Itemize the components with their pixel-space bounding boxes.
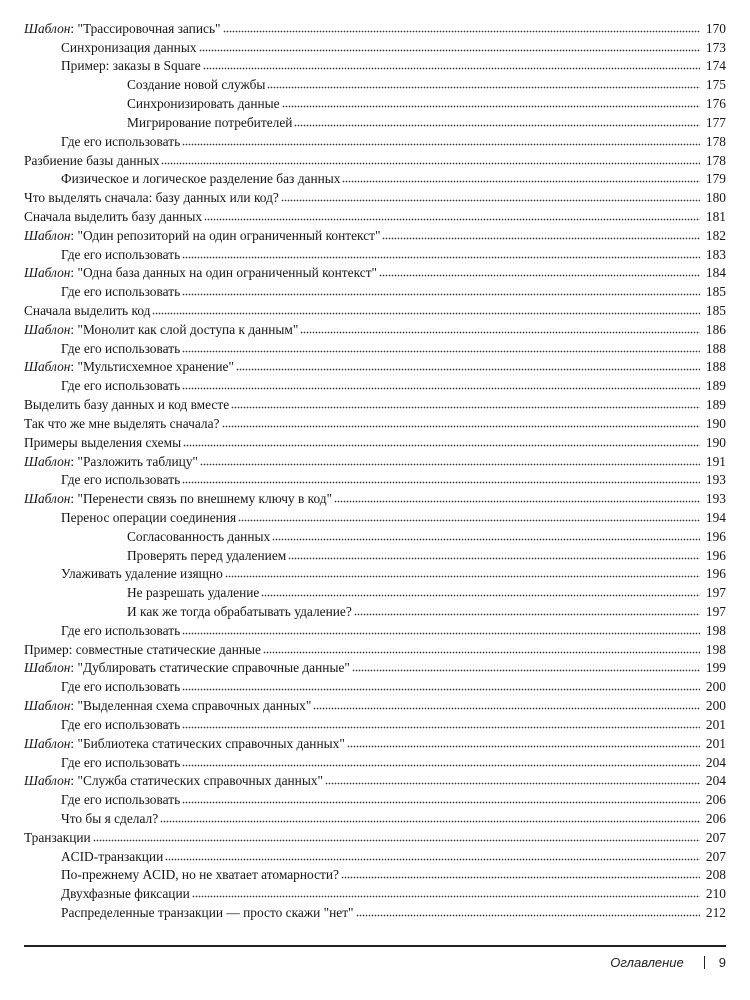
- toc-entry-text: Где его использовать: [61, 716, 181, 732]
- toc-dot-leader: [152, 311, 700, 315]
- table-of-contents: [24, 17, 726, 920]
- toc-dot-leader: [325, 781, 700, 785]
- toc-page-number: 198: [705, 641, 726, 657]
- toc-entry-text: : "Один репозиторий на один ограниченный контекст": [70, 227, 381, 243]
- toc-page-number: 182: [705, 227, 726, 243]
- toc-dot-leader: [203, 66, 700, 70]
- toc-entry[interactable]: [24, 713, 726, 732]
- toc-dot-leader: [204, 217, 700, 221]
- toc-page-number: 193: [705, 472, 726, 488]
- toc-dot-leader: [199, 48, 700, 52]
- toc-page-number: 170: [705, 20, 726, 36]
- toc-entry-text: : "Дублировать статические справочные данные": [70, 660, 350, 676]
- toc-entry-title: [127, 585, 259, 600]
- toc-entry-text: Где его использовать: [61, 378, 181, 394]
- toc-page-number: 184: [705, 265, 726, 281]
- toc-entry-text: Создание новой службы: [127, 77, 266, 93]
- toc-entry-title: [24, 153, 159, 168]
- toc-entry-text: Перенос операции соединения: [61, 509, 237, 525]
- toc-entry[interactable]: [24, 901, 726, 920]
- toc-entry-prefix: Шаблон: [24, 773, 71, 789]
- toc-dot-leader: [225, 574, 700, 578]
- toc-entry-prefix: Шаблон: [24, 660, 71, 676]
- toc-entry[interactable]: [24, 17, 726, 36]
- toc-dot-leader: [282, 104, 700, 108]
- toc-entry-title: [24, 491, 332, 506]
- toc-dot-leader: [341, 875, 700, 879]
- toc-entry[interactable]: [24, 318, 726, 337]
- toc-entry-prefix: Шаблон: [24, 359, 71, 375]
- toc-entry-text: : "Библиотека статических справочных данных": [70, 735, 345, 751]
- toc-page-number: 189: [705, 378, 726, 394]
- toc-dot-leader: [160, 819, 700, 823]
- toc-entry[interactable]: [24, 412, 726, 431]
- toc-entry-prefix: Шаблон: [24, 491, 71, 507]
- toc-entry[interactable]: [24, 600, 726, 619]
- toc-entry-text: Проверять перед удалением: [127, 547, 287, 563]
- toc-dot-leader: [182, 631, 700, 635]
- toc-page-number: 206: [705, 792, 726, 808]
- toc-dot-leader: [161, 161, 700, 165]
- toc-entry-text: Синхронизировать данные: [127, 96, 280, 112]
- toc-dot-leader: [272, 537, 700, 541]
- toc-entry-title: [127, 529, 270, 544]
- toc-entry[interactable]: [24, 186, 726, 205]
- toc-entry-title: [24, 209, 202, 224]
- toc-page-number: 201: [705, 735, 726, 751]
- toc-entry-text: Что бы я сделал?: [61, 810, 159, 826]
- toc-entry-title: [61, 247, 180, 262]
- toc-entry-title: [61, 679, 180, 694]
- toc-entry-text: : "Выделенная схема справочных данных": [70, 698, 312, 714]
- toc-entry[interactable]: [24, 657, 726, 676]
- toc-page-number: 178: [705, 152, 726, 168]
- toc-entry[interactable]: [24, 130, 726, 149]
- toc-entry-text: Пример: совместные статические данные: [24, 641, 261, 657]
- toc-page-number: 200: [705, 698, 726, 714]
- toc-entry-title: [61, 792, 180, 807]
- toc-entry-title: [61, 58, 201, 73]
- toc-page-number: 176: [705, 96, 726, 112]
- toc-page-number: 185: [705, 284, 726, 300]
- toc-entry-title: [24, 359, 234, 374]
- toc-page-number: 194: [705, 509, 726, 525]
- toc-page-number: 188: [705, 359, 726, 375]
- toc-dot-leader: [342, 179, 700, 183]
- toc-page-number: 207: [705, 829, 726, 845]
- toc-page-number: 197: [705, 604, 726, 619]
- toc-dot-leader: [165, 857, 700, 861]
- toc-entry[interactable]: [24, 506, 726, 525]
- toc-entry[interactable]: [24, 638, 726, 657]
- toc-page-number: 185: [705, 303, 726, 318]
- toc-entry[interactable]: [24, 280, 726, 299]
- toc-dot-leader: [182, 763, 700, 767]
- toc-entry-title: [61, 849, 163, 864]
- footer-separator: [704, 956, 705, 969]
- toc-page-number: 206: [705, 810, 726, 826]
- toc-entry-title: [61, 40, 197, 55]
- toc-page-number: 196: [705, 566, 726, 582]
- toc-entry[interactable]: [24, 111, 726, 130]
- toc-entry[interactable]: [24, 563, 726, 582]
- toc-entry[interactable]: [24, 92, 726, 111]
- toc-entry-text: ACID-транзакции: [61, 848, 164, 864]
- toc-entry[interactable]: [24, 525, 726, 544]
- toc-entry-prefix: Шаблон: [24, 698, 71, 714]
- toc-entry-prefix: Шаблон: [24, 227, 71, 243]
- toc-entry-prefix: Шаблон: [24, 735, 71, 751]
- toc-dot-leader: [192, 894, 700, 898]
- toc-page-number: 190: [705, 415, 726, 431]
- toc-entry[interactable]: [24, 356, 726, 375]
- toc-entry-text: Где его использовать: [61, 472, 181, 488]
- toc-entry-text: : "Трассировочная запись": [70, 20, 221, 36]
- toc-entry-title: [24, 773, 323, 788]
- toc-page-number: 183: [705, 246, 726, 262]
- toc-page-number: 193: [705, 491, 726, 507]
- toc-entry-title: [61, 510, 236, 525]
- toc-entry-text: Разбиение базы данных: [24, 152, 160, 168]
- toc-page-number: 204: [705, 773, 726, 789]
- toc-page-number: 196: [705, 528, 726, 544]
- toc-entry[interactable]: [24, 770, 726, 789]
- toc-entry-title: [24, 303, 150, 318]
- toc-entry[interactable]: [24, 393, 726, 412]
- toc-entry[interactable]: [24, 431, 726, 450]
- toc-page-number: 173: [705, 39, 726, 55]
- toc-page-number: 181: [705, 208, 726, 224]
- toc-dot-leader: [200, 462, 700, 466]
- toc-dot-leader: [182, 142, 700, 146]
- toc-entry-title: [24, 322, 298, 337]
- toc-page-number: 190: [705, 434, 726, 450]
- toc-entry-text: Пример: заказы в Square: [61, 58, 201, 74]
- toc-page-number: 188: [705, 340, 726, 356]
- toc-entry-title: [24, 190, 279, 205]
- toc-page-number: 208: [705, 867, 726, 883]
- toc-dot-leader: [352, 668, 700, 672]
- toc-entry[interactable]: [24, 619, 726, 638]
- toc-entry-text: Где его использовать: [61, 246, 181, 262]
- toc-dot-leader: [231, 405, 700, 409]
- toc-entry-title: [24, 435, 181, 450]
- toc-entry-title: [24, 736, 345, 751]
- toc-dot-leader: [334, 499, 700, 503]
- toc-entry-title: [61, 472, 180, 487]
- toc-page-number: 198: [705, 622, 726, 638]
- toc-entry-title: [24, 454, 198, 469]
- toc-entry-prefix: Шаблон: [24, 20, 71, 36]
- toc-dot-leader: [222, 424, 701, 428]
- toc-entry[interactable]: [24, 55, 726, 74]
- toc-entry-prefix: Шаблон: [24, 321, 71, 337]
- toc-entry-title: [127, 604, 352, 619]
- toc-page-number: 191: [705, 453, 726, 469]
- toc-entry-title: [61, 905, 354, 920]
- toc-entry[interactable]: [24, 864, 726, 883]
- toc-entry-text: Где его использовать: [61, 622, 181, 638]
- toc-entry-title: [61, 378, 180, 393]
- toc-entry-title: [61, 867, 339, 882]
- toc-page-number: 207: [705, 848, 726, 864]
- toc-entry-text: Выделить базу данных и код вместе: [24, 397, 230, 413]
- toc-entry[interactable]: [24, 826, 726, 845]
- toc-entry-title: [127, 548, 286, 563]
- toc-entry[interactable]: [24, 487, 726, 506]
- toc-page-number: 210: [705, 886, 726, 902]
- toc-entry[interactable]: [24, 694, 726, 713]
- toc-entry-title: [127, 96, 280, 111]
- toc-entry-text: : "Одна база данных на один ограниченный контекст": [70, 265, 378, 281]
- toc-dot-leader: [294, 123, 700, 127]
- toc-dot-leader: [223, 29, 700, 33]
- toc-dot-leader: [238, 518, 700, 522]
- toc-entry-title: [61, 341, 180, 356]
- toc-entry-text: Согласованность данных: [127, 528, 271, 544]
- toc-entry[interactable]: [24, 149, 726, 168]
- toc-page-number: 189: [705, 397, 726, 413]
- toc-entry-prefix: Шаблон: [24, 453, 71, 469]
- toc-page-number: 197: [705, 585, 726, 601]
- toc-dot-leader: [182, 800, 700, 804]
- toc-dot-leader: [356, 913, 700, 917]
- toc-entry-title: [61, 755, 180, 770]
- toc-entry[interactable]: [24, 337, 726, 356]
- toc-page-number: 175: [705, 77, 726, 93]
- toc-entry[interactable]: [24, 262, 726, 281]
- toc-entry[interactable]: [24, 807, 726, 826]
- toc-page-number: 177: [705, 114, 726, 130]
- toc-entry-title: [127, 77, 265, 92]
- toc-entry-text: Где его использовать: [61, 284, 181, 300]
- toc-entry-text: Что выделять сначала: базу данных или код?: [24, 190, 279, 206]
- toc-entry-text: : "Разложить таблицу": [70, 453, 199, 469]
- toc-page-number: 200: [705, 679, 726, 695]
- toc-dot-leader: [182, 480, 700, 484]
- page-footer: [610, 955, 726, 970]
- toc-entry-text: Где его использовать: [61, 792, 181, 808]
- toc-entry-title: [24, 21, 221, 36]
- toc-dot-leader: [182, 687, 700, 691]
- toc-entry-text: Где его использовать: [61, 133, 181, 149]
- toc-dot-leader: [382, 236, 700, 240]
- toc-dot-leader: [281, 198, 700, 202]
- toc-page-number: 186: [705, 321, 726, 337]
- toc-entry-text: Где его использовать: [61, 754, 181, 770]
- toc-entry-title: [61, 284, 180, 299]
- toc-entry-text: И как же тогда обрабатывать удаление?: [127, 604, 352, 619]
- toc-entry-title: [24, 397, 229, 412]
- toc-entry-text: Транзакции: [24, 829, 91, 845]
- toc-entry[interactable]: [24, 845, 726, 864]
- toc-entry-title: [24, 416, 220, 431]
- toc-entry-title: [24, 660, 350, 675]
- toc-dot-leader: [313, 706, 700, 710]
- toc-page-number: 174: [705, 58, 726, 74]
- toc-entry-text: Сначала выделить код: [24, 303, 151, 318]
- toc-entry-text: По-прежнему ACID, но не хватает атомарности?: [61, 867, 339, 883]
- toc-entry[interactable]: [24, 882, 726, 901]
- toc-entry[interactable]: [24, 224, 726, 243]
- toc-entry-title: [61, 171, 340, 186]
- toc-entry[interactable]: [24, 544, 726, 563]
- toc-entry-text: Где его использовать: [61, 679, 181, 695]
- toc-entry-text: Где его использовать: [61, 340, 181, 356]
- toc-page-number: 178: [705, 133, 726, 149]
- toc-entry-text: Так что же мне выделять сначала?: [24, 415, 220, 431]
- toc-entry[interactable]: [24, 168, 726, 187]
- toc-page-number: 199: [705, 660, 726, 676]
- toc-entry-title: [24, 228, 380, 243]
- toc-entry-title: [61, 623, 180, 638]
- toc-dot-leader: [182, 255, 700, 259]
- toc-entry-title: [61, 566, 223, 581]
- toc-page-number: 212: [705, 905, 726, 920]
- toc-dot-leader: [182, 349, 700, 353]
- toc-entry[interactable]: [24, 450, 726, 469]
- toc-entry-title: [127, 115, 292, 130]
- toc-dot-leader: [182, 386, 700, 390]
- toc-entry-text: Распределенные транзакции — просто скажи "нет": [61, 905, 354, 920]
- toc-dot-leader: [93, 838, 700, 842]
- toc-entry-title: [24, 698, 311, 713]
- toc-entry-text: Не разрешать удаление: [127, 585, 260, 601]
- toc-entry[interactable]: [24, 732, 726, 751]
- toc-entry-text: : "Монолит как слой доступа к данным": [70, 321, 299, 337]
- toc-page-number: 204: [705, 754, 726, 770]
- toc-dot-leader: [261, 593, 700, 597]
- toc-entry[interactable]: [24, 581, 726, 600]
- toc-entry-text: Улаживать удаление изящно: [61, 566, 223, 582]
- toc-entry[interactable]: [24, 299, 726, 318]
- toc-entry-text: : "Мультисхемное хранение": [70, 359, 234, 375]
- toc-entry[interactable]: [24, 36, 726, 55]
- toc-entry[interactable]: [24, 675, 726, 694]
- toc-entry-text: Двухфазные фиксации: [61, 886, 190, 902]
- toc-dot-leader: [182, 725, 700, 729]
- toc-entry-prefix: Шаблон: [24, 265, 71, 281]
- toc-entry-title: [24, 265, 377, 280]
- toc-entry-text: Синхронизация данных: [61, 39, 197, 55]
- toc-entry[interactable]: [24, 73, 726, 92]
- toc-entry-title: [61, 811, 158, 826]
- toc-entry[interactable]: [24, 205, 726, 224]
- toc-entry-text: : "Перенести связь по внешнему ключу в код": [70, 491, 333, 507]
- toc-page-number: 179: [705, 171, 726, 187]
- toc-dot-leader: [347, 744, 700, 748]
- toc-entry-title: [61, 886, 190, 901]
- toc-entry-title: [61, 717, 180, 732]
- toc-dot-leader: [288, 556, 700, 560]
- toc-dot-leader: [379, 273, 700, 277]
- toc-entry[interactable]: [24, 469, 726, 488]
- toc-page-number: 180: [705, 190, 726, 206]
- toc-dot-leader: [263, 650, 700, 654]
- toc-dot-leader: [183, 443, 700, 447]
- toc-entry-text: Мигрирование потребителей: [127, 114, 293, 130]
- toc-page-number: 196: [705, 547, 726, 563]
- footer-section-title: Оглавление: [610, 955, 684, 970]
- footer-page-number: 9: [718, 955, 726, 970]
- toc-entry-text: : "Служба статических справочных данных": [70, 773, 324, 789]
- toc-entry-title: [61, 134, 180, 149]
- toc-page-number: 201: [705, 716, 726, 732]
- toc-entry-title: [24, 830, 91, 845]
- toc-entry-title: [24, 642, 261, 657]
- toc-dot-leader: [182, 292, 700, 296]
- toc-entry[interactable]: [24, 243, 726, 262]
- toc-entry[interactable]: [24, 374, 726, 393]
- toc-dot-leader: [236, 367, 700, 371]
- toc-entry-text: Примеры выделения схемы: [24, 434, 182, 450]
- toc-dot-leader: [354, 612, 700, 616]
- toc-entry[interactable]: [24, 788, 726, 807]
- toc-entry-text: Сначала выделить базу данных: [24, 208, 203, 224]
- toc-dot-leader: [267, 85, 700, 89]
- footer-divider: [24, 945, 726, 947]
- toc-dot-leader: [300, 330, 700, 334]
- toc-entry[interactable]: [24, 751, 726, 770]
- toc-entry-text: Физическое и логическое разделение баз данных: [61, 171, 341, 187]
